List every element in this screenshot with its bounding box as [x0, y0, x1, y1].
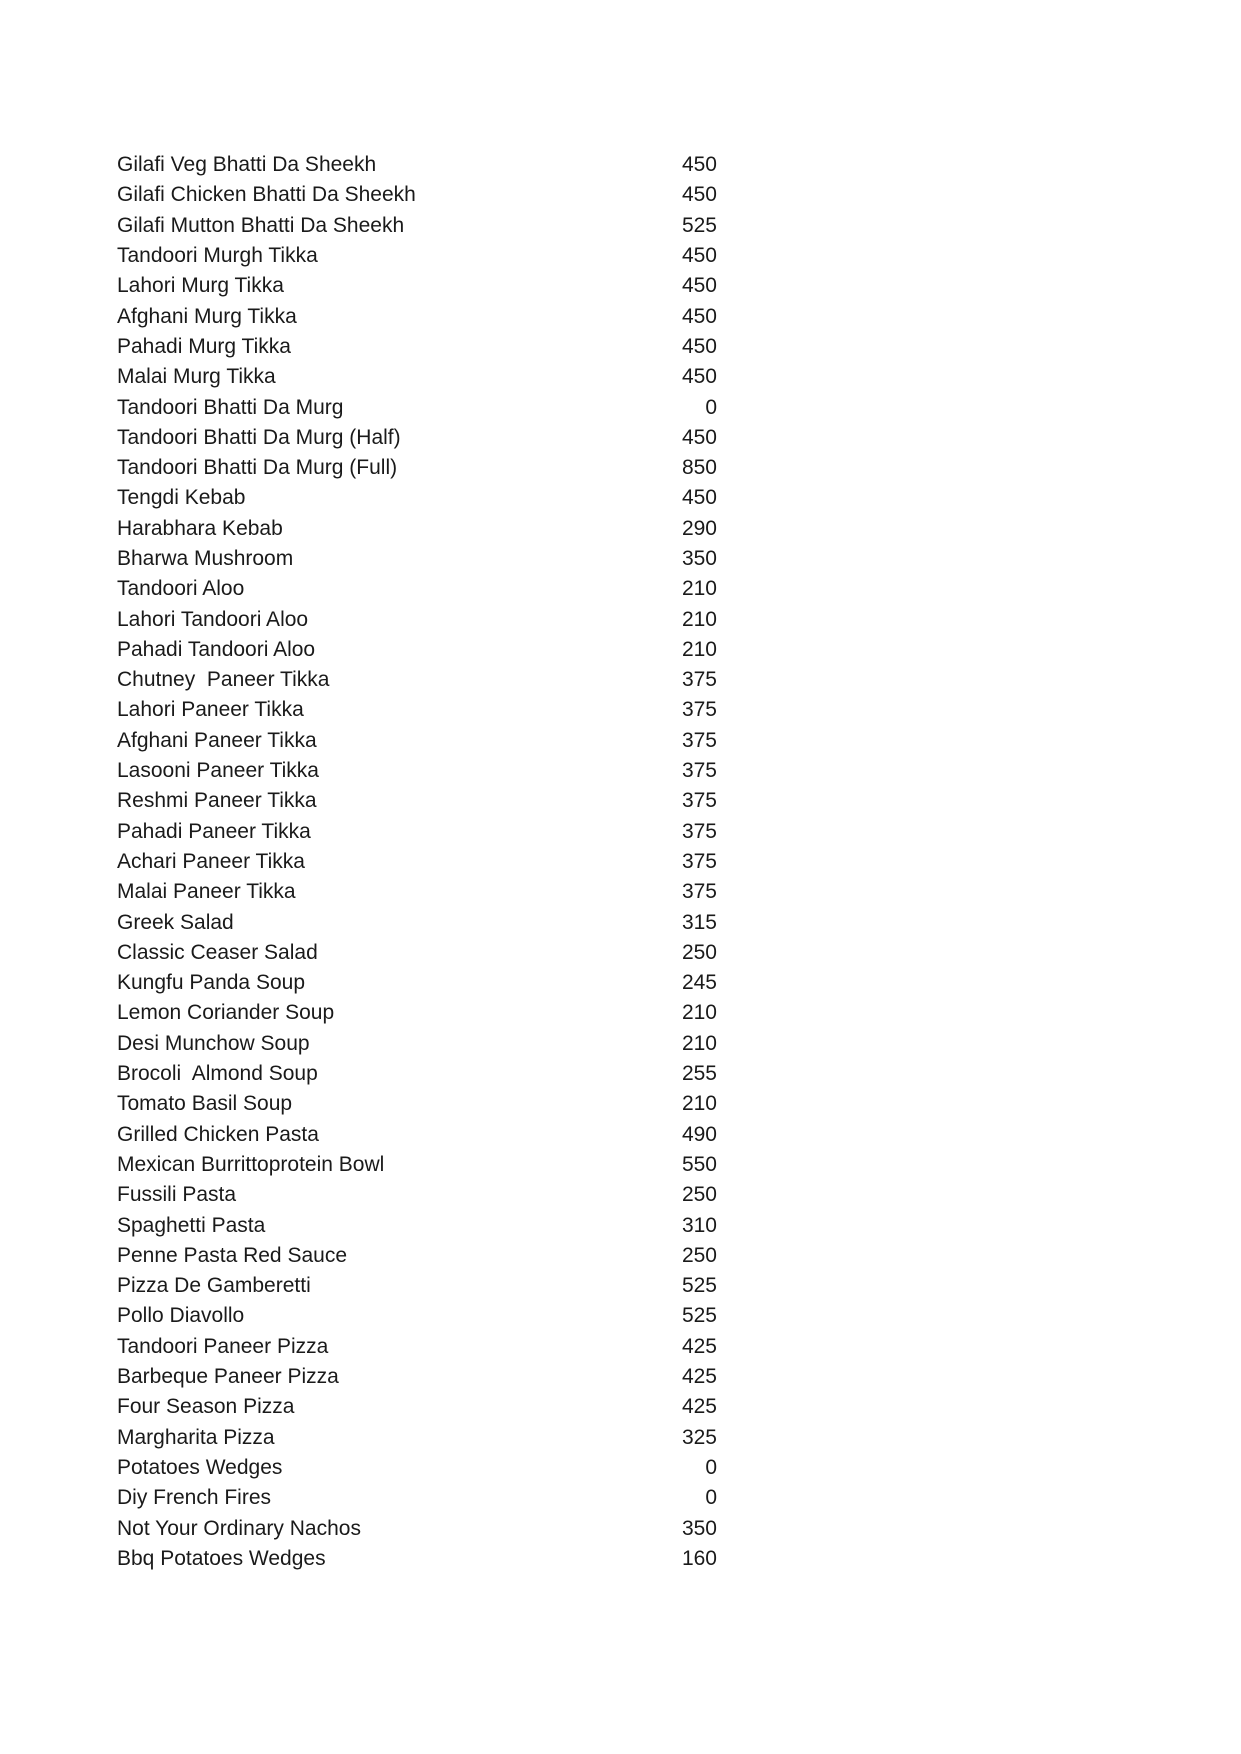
- menu-item-row: [117, 938, 717, 968]
- menu-item-name: Tandoori Bhatti Da Murg (Half): [117, 425, 401, 449]
- menu-item-price: 525: [681, 213, 717, 237]
- menu-item-name: Pahadi Murg Tikka: [117, 334, 291, 358]
- menu-item-name: Greek Salad: [117, 910, 234, 934]
- menu-item-name: Gilafi Chicken Bhatti Da Sheekh: [117, 183, 416, 207]
- menu-item-price: 425: [681, 1334, 717, 1358]
- menu-item-row: [117, 726, 717, 756]
- menu-item-name: Tandoori Aloo: [117, 577, 245, 601]
- menu-item-price: 375: [681, 819, 717, 843]
- menu-item-price: 290: [681, 516, 717, 540]
- menu-item-row: [117, 483, 717, 513]
- menu-item-name: Chutney Paneer Tikka: [117, 668, 330, 692]
- menu-item-price: 450: [681, 274, 717, 298]
- menu-item-row: [117, 1483, 717, 1513]
- menu-item-price: 350: [681, 547, 717, 570]
- menu-item-name: Tomato Basil Soup: [117, 1092, 293, 1116]
- menu-item-price: 250: [681, 1183, 717, 1207]
- menu-item-price: 0: [705, 1455, 717, 1479]
- menu-item-price: 450: [681, 153, 717, 177]
- menu-item-row: [117, 1241, 717, 1271]
- menu-item-price: 210: [681, 1001, 717, 1025]
- menu-item-row: [117, 635, 717, 665]
- menu-item-price: 0: [705, 395, 717, 419]
- menu-item-name: Gilafi Veg Bhatti Da Sheekh: [117, 153, 377, 177]
- menu-item-row: [117, 665, 717, 695]
- menu-item-price: 210: [681, 1092, 717, 1116]
- menu-item-name: Lemon Coriander Soup: [117, 1001, 335, 1025]
- menu-item-name: Pahadi Tandoori Aloo: [117, 637, 316, 661]
- menu-item-row: [117, 271, 717, 301]
- menu-item-name: Reshmi Paneer Tikka: [117, 789, 317, 813]
- menu-item-name: Bharwa Mushroom: [117, 547, 294, 570]
- menu-item-name: Spaghetti Pasta: [117, 1213, 266, 1237]
- menu-item-price: 375: [681, 728, 717, 752]
- menu-item-name: Penne Pasta Red Sauce: [117, 1243, 347, 1267]
- menu-item-name: Achari Paneer Tikka: [117, 849, 305, 873]
- menu-item-price: 210: [681, 1031, 717, 1055]
- menu-item-name: Potatoes Wedges: [117, 1455, 283, 1479]
- menu-item-name: Lahori Murg Tikka: [117, 274, 284, 298]
- menu-item-price: 425: [681, 1395, 717, 1419]
- menu-item-price: 450: [681, 365, 717, 389]
- menu-item-name: Classic Ceaser Salad: [117, 940, 318, 964]
- menu-item-row: [117, 695, 717, 725]
- menu-item-price: 315: [681, 910, 717, 934]
- menu-item-row: [117, 877, 717, 907]
- menu-item-row: [117, 1150, 717, 1180]
- menu-item-row: [117, 1392, 717, 1422]
- menu-item-row: [117, 1544, 717, 1574]
- menu-item-name: Lahori Tandoori Aloo: [117, 607, 309, 631]
- menu-price-list: [117, 150, 717, 1574]
- menu-item-name: Lahori Paneer Tikka: [117, 698, 304, 722]
- menu-item-price: 375: [681, 759, 717, 783]
- menu-item-name: Barbeque Paneer Pizza: [117, 1365, 339, 1389]
- menu-item-row: [117, 362, 717, 392]
- menu-item-name: Harabhara Kebab: [117, 516, 283, 540]
- menu-item-row: [117, 1029, 717, 1059]
- menu-item-name: Kungfu Panda Soup: [117, 971, 305, 995]
- menu-item-price: 250: [681, 940, 717, 964]
- menu-item-row: [117, 423, 717, 453]
- menu-item-row: [117, 1513, 717, 1543]
- menu-item-row: [117, 544, 717, 574]
- menu-item-name: Afghani Murg Tikka: [117, 304, 297, 328]
- menu-item-name: Diy French Fires: [117, 1486, 272, 1510]
- menu-item-name: Not Your Ordinary Nachos: [117, 1516, 361, 1540]
- menu-item-price: 210: [681, 577, 717, 601]
- menu-item-row: [117, 392, 717, 422]
- menu-item-price: 350: [681, 1516, 717, 1540]
- menu-item-row: [117, 1332, 717, 1362]
- menu-item-row: [117, 1180, 717, 1210]
- menu-item-row: [117, 574, 717, 604]
- menu-item-row: [117, 1422, 717, 1452]
- menu-item-price: 250: [681, 1243, 717, 1267]
- menu-item-row: [117, 514, 717, 544]
- menu-item-row: [117, 756, 717, 786]
- menu-item-price: 525: [681, 1304, 717, 1328]
- menu-item-price: 210: [681, 607, 717, 631]
- menu-item-row: [117, 968, 717, 998]
- menu-item-name: Gilafi Mutton Bhatti Da Sheekh: [117, 213, 405, 237]
- menu-item-row: [117, 180, 717, 210]
- menu-item-price: 160: [681, 1546, 717, 1570]
- menu-item-name: Pizza De Gamberetti: [117, 1274, 311, 1298]
- menu-item-row: [117, 786, 717, 816]
- menu-item-price: 450: [681, 244, 717, 268]
- menu-item-price: 210: [681, 637, 717, 661]
- menu-item-name: Tandoori Murgh Tikka: [117, 244, 318, 268]
- menu-item-row: [117, 604, 717, 634]
- menu-item-row: [117, 1210, 717, 1240]
- menu-item-name: Afghani Paneer Tikka: [117, 728, 317, 752]
- menu-item-name: Lasooni Paneer Tikka: [117, 759, 319, 783]
- menu-item-name: Malai Murg Tikka: [117, 365, 276, 389]
- menu-item-row: [117, 332, 717, 362]
- menu-item-price: 310: [681, 1213, 717, 1237]
- menu-item-price: 325: [681, 1425, 717, 1449]
- menu-item-name: Mexican Burrittoprotein Bowl: [117, 1152, 385, 1176]
- menu-item-price: 375: [681, 789, 717, 813]
- menu-item-price: 375: [681, 849, 717, 873]
- menu-item-price: 375: [681, 668, 717, 692]
- menu-item-name: Pollo Diavollo: [117, 1304, 245, 1328]
- menu-item-row: [117, 1301, 717, 1331]
- menu-item-row: [117, 1120, 717, 1150]
- menu-item-name: Tengdi Kebab: [117, 486, 246, 510]
- menu-item-row: [117, 301, 717, 331]
- menu-item-price: 490: [681, 1122, 717, 1146]
- menu-item-row: [117, 1453, 717, 1483]
- menu-item-row: [117, 1271, 717, 1301]
- menu-item-price: 450: [681, 183, 717, 207]
- menu-item-row: [117, 817, 717, 847]
- menu-item-row: [117, 241, 717, 271]
- menu-item-name: Tandoori Bhatti Da Murg: [117, 395, 344, 419]
- menu-item-row: [117, 1059, 717, 1089]
- menu-item-price: 245: [681, 971, 717, 995]
- menu-item-name: Malai Paneer Tikka: [117, 880, 296, 904]
- menu-item-name: Pahadi Paneer Tikka: [117, 819, 311, 843]
- menu-item-name: Four Season Pizza: [117, 1395, 295, 1419]
- menu-item-name: Bbq Potatoes Wedges: [117, 1546, 326, 1570]
- menu-item-price: 525: [681, 1274, 717, 1298]
- menu-item-name: Desi Munchow Soup: [117, 1031, 310, 1055]
- menu-item-price: 450: [681, 334, 717, 358]
- menu-item-name: Tandoori Paneer Pizza: [117, 1334, 329, 1358]
- menu-item-name: Grilled Chicken Pasta: [117, 1122, 319, 1146]
- menu-item-price: 375: [681, 698, 717, 722]
- menu-item-row: [117, 150, 717, 180]
- menu-item-name: Margharita Pizza: [117, 1425, 275, 1449]
- menu-item-price: 850: [681, 456, 717, 480]
- menu-item-name: Fussili Pasta: [117, 1183, 237, 1207]
- menu-item-row: [117, 453, 717, 483]
- menu-item-row: [117, 1362, 717, 1392]
- menu-item-price: 550: [681, 1152, 717, 1176]
- menu-item-row: [117, 1089, 717, 1119]
- menu-item-price: 450: [681, 425, 717, 449]
- menu-item-row: [117, 907, 717, 937]
- menu-item-price: 450: [681, 486, 717, 510]
- menu-item-price: 375: [681, 880, 717, 904]
- menu-item-price: 255: [681, 1062, 717, 1086]
- menu-item-row: [117, 998, 717, 1028]
- menu-item-row: [117, 847, 717, 877]
- menu-item-row: [117, 211, 717, 241]
- menu-item-name: Tandoori Bhatti Da Murg (Full): [117, 456, 398, 480]
- menu-item-name: Brocoli Almond Soup: [117, 1062, 318, 1086]
- menu-item-price: 0: [705, 1486, 717, 1510]
- menu-item-price: 425: [681, 1365, 717, 1389]
- menu-item-price: 450: [681, 304, 717, 328]
